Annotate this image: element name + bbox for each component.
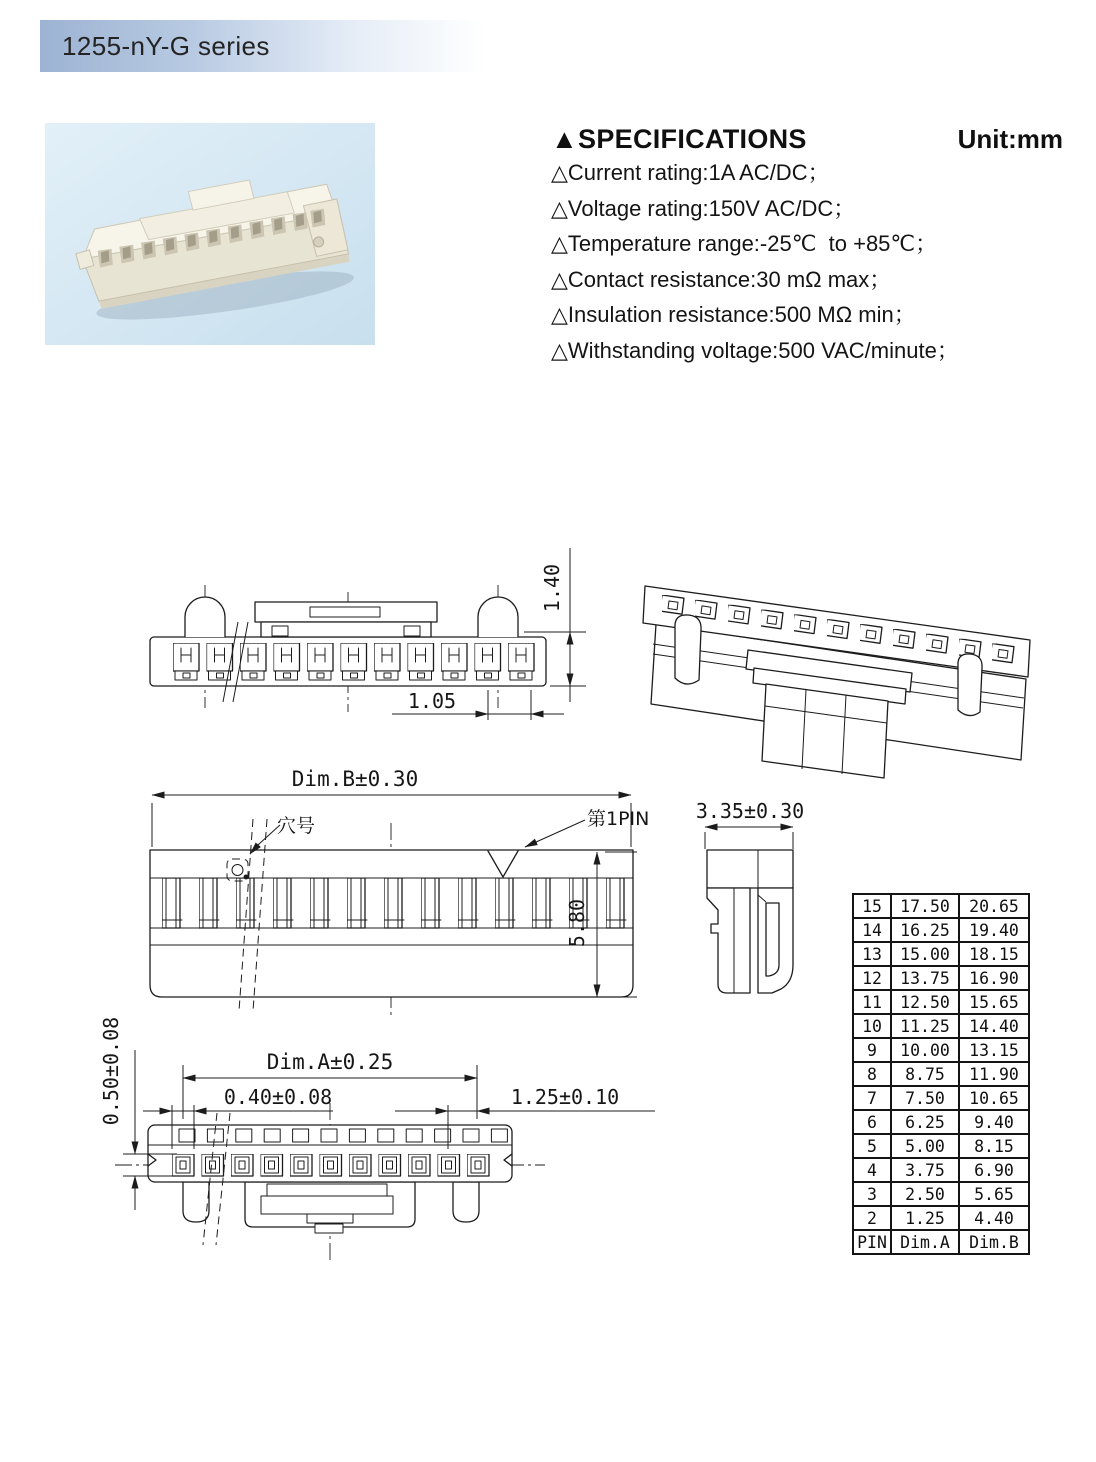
cell: 10.00	[891, 1038, 959, 1062]
cell: 12	[853, 966, 891, 990]
header-cell: Dim.B	[959, 1230, 1029, 1254]
cell: 5	[853, 1134, 891, 1158]
pin1-leader	[525, 820, 585, 847]
table-row	[853, 1110, 1029, 1134]
hole-label: 穴号	[277, 815, 316, 837]
dim-height-label: 1.40	[540, 563, 564, 613]
table-row	[853, 894, 1029, 918]
spec-item-current: △Current rating:1A AC/DC；	[551, 160, 830, 185]
cell: 20.65	[959, 894, 1029, 918]
spec-item-contact-resistance: △Contact resistance:30 mΩ max；	[551, 266, 892, 292]
dim-a-label: Dim.A±0.25	[266, 1050, 394, 1074]
iso-right-boss	[958, 654, 982, 716]
dim-side-width	[696, 799, 804, 849]
iso-center-latch	[746, 650, 912, 778]
cell: 17.50	[891, 894, 959, 918]
table-row	[853, 1158, 1029, 1182]
cell: 1.25	[891, 1206, 959, 1230]
drawing-isometric-view	[620, 548, 1080, 803]
cell: 15	[853, 894, 891, 918]
table-row	[853, 918, 1029, 942]
right-boss	[478, 597, 518, 637]
cell: 11.90	[959, 1062, 1029, 1086]
specifications-heading: ▲SPECIFICATIONS	[551, 124, 807, 154]
cell: 5.00	[891, 1134, 959, 1158]
bottom-contacts	[172, 1154, 489, 1176]
dim-pitch-125-label: 1.25±0.10	[510, 1085, 620, 1109]
cell: 13.75	[891, 966, 959, 990]
page-title: 1255-nY-G series	[62, 30, 270, 61]
cell: 5.65	[959, 1182, 1029, 1206]
table-row	[853, 1182, 1029, 1206]
drawing-bottom-view	[95, 1005, 670, 1285]
bottom-center-block	[245, 1182, 415, 1233]
table-row	[853, 1134, 1029, 1158]
dim-side-width-label: 3.35±0.30	[695, 799, 805, 823]
dim-b	[152, 767, 631, 847]
title-bar	[40, 20, 485, 72]
spec-item-withstanding-voltage: △Withstanding voltage:500 VAC/minute；	[551, 337, 959, 363]
header-cell: Dim.A	[891, 1230, 959, 1254]
cell: 10	[853, 1014, 891, 1038]
cell: 10.65	[959, 1086, 1029, 1110]
cell: 4.40	[959, 1206, 1029, 1230]
cell: 11	[853, 990, 891, 1014]
cell: 9	[853, 1038, 891, 1062]
cell: 2.50	[891, 1182, 959, 1206]
table-row	[853, 1206, 1029, 1230]
dim-pitch-label: 1.05	[407, 689, 457, 713]
dim-tail-label: 0.50±0.08	[99, 1016, 123, 1126]
dim-pin-width-label: 0.40±0.08	[223, 1085, 333, 1109]
cell: 2	[853, 1206, 891, 1230]
iso-left-boss	[675, 615, 701, 684]
drawing-plan-view	[100, 755, 670, 1045]
specifications-header	[551, 124, 1063, 155]
dim-depth-label: 5.80	[565, 898, 589, 948]
cell: 16.25	[891, 918, 959, 942]
cell: 13.15	[959, 1038, 1029, 1062]
cell: 3.75	[891, 1158, 959, 1182]
table-row	[853, 1038, 1029, 1062]
table-row	[853, 1014, 1029, 1038]
dim-b-label: Dim.B±0.30	[291, 767, 419, 791]
specifications-section	[551, 124, 1063, 368]
cell: 6.25	[891, 1110, 959, 1134]
product-photo	[45, 123, 375, 345]
spec-item-insulation-resistance: △Insulation resistance:500 MΩ min；	[551, 302, 916, 327]
cell: 14.40	[959, 1014, 1029, 1038]
left-boss	[185, 597, 225, 637]
dim-pitch	[392, 689, 564, 720]
table-row	[853, 942, 1029, 966]
cell: 19.40	[959, 918, 1029, 942]
table-header-row	[853, 1230, 1029, 1254]
cell: 3	[853, 1182, 891, 1206]
side-body	[707, 850, 793, 993]
spec-item-temperature: △Temperature range:-25℃ to +85℃；	[551, 231, 938, 256]
cell: 15.65	[959, 990, 1029, 1014]
header-cell: PIN	[853, 1230, 891, 1254]
cell: 8.75	[891, 1062, 959, 1086]
cell: 8.15	[959, 1134, 1029, 1158]
cell: 14	[853, 918, 891, 942]
front-contacts	[173, 643, 534, 680]
unit-label: Unit:mm	[957, 124, 1063, 154]
cell: 9.40	[959, 1110, 1029, 1134]
center-latch	[255, 602, 437, 637]
cell: 13	[853, 942, 891, 966]
table-row	[853, 966, 1029, 990]
cell: 7.50	[891, 1086, 959, 1110]
table-row	[853, 1086, 1029, 1110]
pin1-label: 第1PIN	[587, 808, 650, 830]
cell: 12.50	[891, 990, 959, 1014]
cell: 8	[853, 1062, 891, 1086]
table-row	[853, 990, 1029, 1014]
cell: 18.15	[959, 942, 1029, 966]
spec-item-voltage: △Voltage rating:150V AC/DC；	[551, 195, 856, 221]
table-row	[853, 1062, 1029, 1086]
cell: 16.90	[959, 966, 1029, 990]
pin-dimension-table	[852, 893, 1030, 1255]
cell: 7	[853, 1086, 891, 1110]
drawing-front-view	[140, 540, 590, 730]
cell: 4	[853, 1158, 891, 1182]
cell: 6.90	[959, 1158, 1029, 1182]
cell: 15.00	[891, 942, 959, 966]
cell: 11.25	[891, 1014, 959, 1038]
cell: 6	[853, 1110, 891, 1134]
